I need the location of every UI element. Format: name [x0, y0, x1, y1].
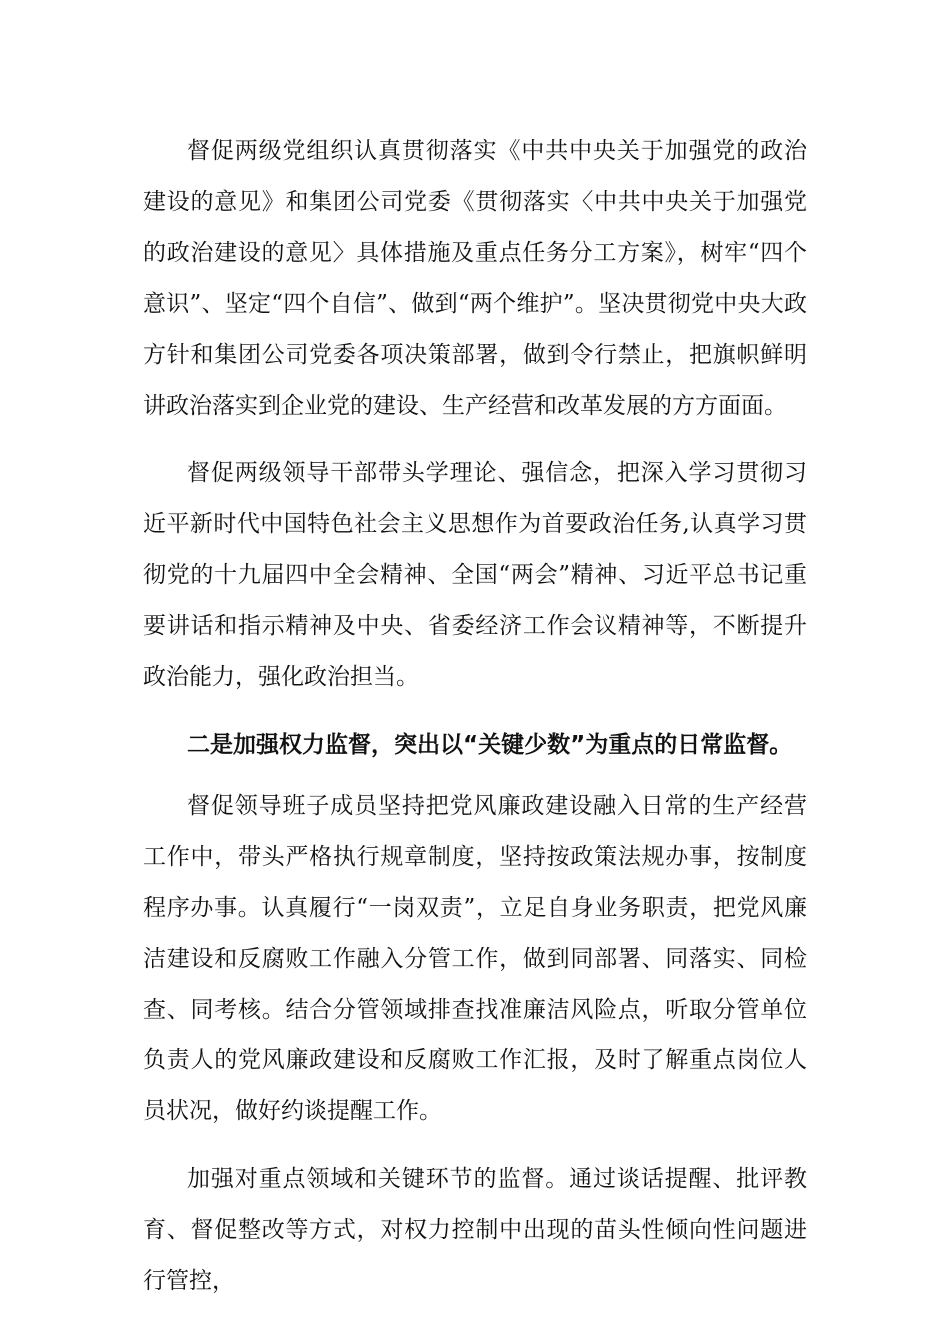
paragraph-key-areas-supervision: 加强对重点领域和关键环节的监督。通过谈话提醒、批评教育、督促整改等方式，对权力控制中出现的苗头性倾向性问题进行管控， — [143, 1166, 807, 1295]
document-body — [143, 126, 807, 1324]
paragraph-leadership-duties: 督促领导班子成员坚持把党风廉政建设融入日常的生产经营工作中，带头严格执行规章制度，坚持按政策法规办事，按制度程序办事。认真履行“一岗双责”，立足自身业务职责，把党风廉洁建设和反腐败工作融入分管工作，做到同部署、同落实、同检查、同考核。结合分管领域排查找准廉洁风险点，听取分管单位负责人的党风廉政建设和反腐败工作汇报，及时了解重点岗位人员状况，做好约谈提醒工作。 — [143, 792, 807, 1125]
paragraph-theory-study: 督促两级领导干部带头学理论、强信念，把深入学习贯彻习近平新时代中国特色社会主义思想作为首要政治任务,认真学习贯彻党的十九届四中全会精神、全国“两会”精神、习近平总书记重要讲话和指示精神及中央、省委经济工作会议精神等，不断提升政治能力，强化政治担当。 — [143, 460, 807, 691]
paragraph-political-construction: 督促两级党组织认真贯彻落实《中共中央关于加强党的政治建设的意见》和集团公司党委《贯彻落实〈中共中央关于加强党的政治建设的意见〉具体措施及重点任务分工方案》，树牢“四个意识”、坚定“四个自信”、做到“两个维护”。坚决贯彻党中央大政方针和集团公司党委各项决策部署，做到令行禁止，把旗帜鲜明讲政治落实到企业党的建设、生产经营和改革发展的方方面面。 — [143, 138, 807, 419]
section-heading-power-supervision: 二是加强权力监督，突出以“关键少数”为重点的日常监督。 — [187, 731, 793, 758]
